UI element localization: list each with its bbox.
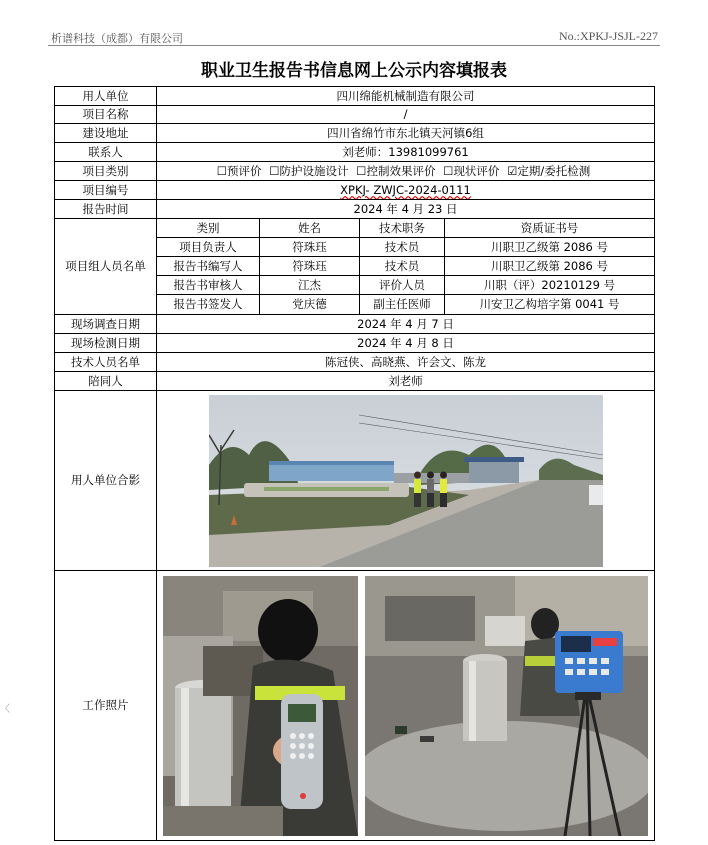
team-header-name: 姓名 — [260, 219, 360, 238]
value-project-no: XPKJ- ZWJC-2024-0111 — [157, 181, 655, 200]
header-company: 析谱科技（成都）有限公司 — [51, 32, 183, 45]
row-employer — [55, 87, 655, 106]
value-employer: 四川绵能机械制造有限公司 — [157, 87, 655, 106]
work-photo-left-image — [163, 576, 358, 836]
team-cell: 评价人员 — [360, 276, 445, 295]
row-project-name — [55, 106, 655, 124]
side-collapse-icon[interactable]: 〈 — [0, 704, 10, 715]
checkbox-icon: ☐ — [356, 163, 367, 178]
label-project-no: 项目编号 — [55, 181, 157, 200]
row-project-no — [55, 181, 655, 200]
label-work-photos: 工作照片 — [55, 571, 157, 841]
row-technicians — [55, 353, 655, 372]
value-report-time: 2024 年 4 月 23 日 — [157, 200, 655, 219]
info-form-table — [54, 86, 655, 841]
team-cell: 符珠珏 — [260, 238, 360, 257]
team-cell: 报告书签发人 — [157, 295, 260, 315]
row-test-date — [55, 334, 655, 353]
team-cell: 江杰 — [260, 276, 360, 295]
row-contact — [55, 143, 655, 162]
team-header-category: 类别 — [157, 219, 260, 238]
row-report-time — [55, 200, 655, 219]
team-cell: 川职卫乙级第 2086 号 — [445, 257, 655, 276]
label-employer: 用人单位 — [55, 87, 157, 106]
label-escort: 陪同人 — [55, 372, 157, 391]
row-category — [55, 162, 655, 181]
header-doc-number: No.:XPKJ-JSJL-227 — [558, 29, 658, 43]
category-option-protection-design[interactable]: ☐防护设施设计 — [269, 163, 349, 178]
checkbox-icon: ☐ — [216, 163, 228, 178]
work-photo-right-image — [365, 576, 648, 836]
team-cell: 报告书审核人 — [157, 276, 260, 295]
value-contact: 刘老师：13981099761 — [157, 143, 655, 162]
header-divider — [48, 45, 660, 46]
group-photo-image — [209, 395, 603, 567]
category-option-pre-eval[interactable]: ☐预评价 — [216, 163, 262, 178]
value-test-date: 2024 年 4 月 8 日 — [157, 334, 655, 353]
checkbox-checked-icon: ☑ — [507, 163, 518, 178]
label-group-photo: 用人单位合影 — [55, 391, 157, 571]
team-header-cert: 资质证书号 — [445, 219, 655, 238]
category-option-control-effect[interactable]: ☐控制效果评价 — [356, 163, 436, 178]
label-address: 建设地址 — [55, 124, 157, 143]
team-header-row — [55, 219, 655, 238]
label-team: 项目组人员名单 — [55, 219, 157, 315]
label-contact: 联系人 — [55, 143, 157, 162]
value-work-photos — [157, 571, 655, 841]
label-survey-date: 现场调查日期 — [55, 315, 157, 334]
page-title: 职业卫生报告书信息网上公示内容填报表 — [201, 61, 507, 81]
row-address — [55, 124, 655, 143]
row-escort — [55, 372, 655, 391]
label-technicians: 技术人员名单 — [55, 353, 157, 372]
row-group-photo — [55, 391, 655, 571]
label-test-date: 现场检测日期 — [55, 334, 157, 353]
value-address: 四川省绵竹市东北镇天河镇6组 — [157, 124, 655, 143]
team-cell: 副主任医师 — [360, 295, 445, 315]
category-option-periodic-test[interactable]: ☑定期/委托检测 — [507, 163, 591, 178]
value-survey-date: 2024 年 4 月 7 日 — [157, 315, 655, 334]
value-project-name: / — [157, 106, 655, 124]
team-cell: 党庆德 — [260, 295, 360, 315]
checkbox-icon: ☐ — [269, 163, 280, 178]
team-cell: 川职（评）20210129 号 — [445, 276, 655, 295]
team-header-title: 技术职务 — [360, 219, 445, 238]
value-category — [157, 162, 655, 181]
team-cell: 川职卫乙级第 2086 号 — [445, 238, 655, 257]
team-cell: 报告书编写人 — [157, 257, 260, 276]
team-cell: 川安卫乙构培字第 0041 号 — [445, 295, 655, 315]
label-report-time: 报告时间 — [55, 200, 157, 219]
row-survey-date — [55, 315, 655, 334]
value-technicians: 陈冠侠、高晓燕、许会文、陈龙 — [157, 353, 655, 372]
category-option-status-eval[interactable]: ☐现状评价 — [443, 163, 500, 178]
label-project-name: 项目名称 — [55, 106, 157, 124]
value-escort: 刘老师 — [157, 372, 655, 391]
checkbox-icon: ☐ — [443, 163, 454, 178]
team-cell: 符珠珏 — [260, 257, 360, 276]
team-cell: 技术员 — [360, 257, 445, 276]
value-group-photo — [157, 391, 655, 571]
row-work-photos — [55, 571, 655, 841]
team-cell: 技术员 — [360, 238, 445, 257]
team-cell: 项目负责人 — [157, 238, 260, 257]
label-category: 项目类别 — [55, 162, 157, 181]
